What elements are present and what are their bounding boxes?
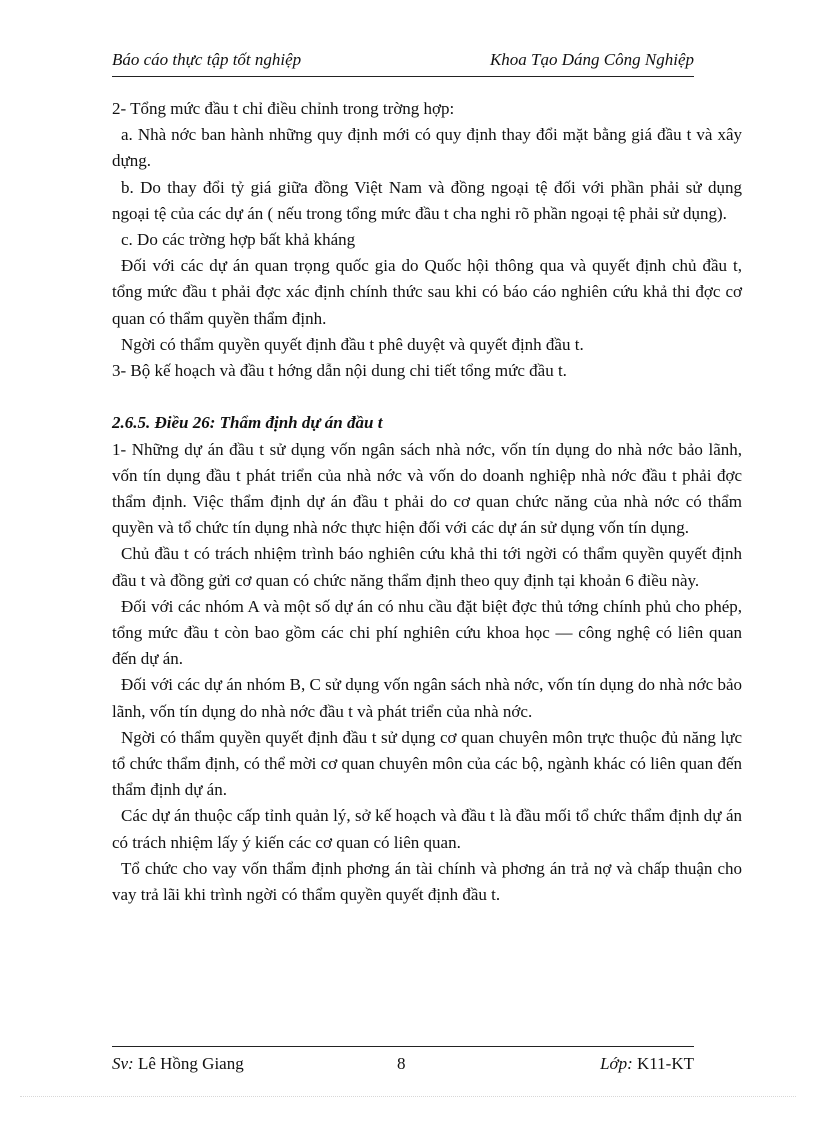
blank-line: [112, 384, 742, 410]
header-left-title: Báo cáo thực tập tốt nghiệp: [112, 50, 302, 69]
student-name: Lê Hồng Giang: [137, 1054, 244, 1073]
page-header: [112, 50, 694, 76]
page-footer: [112, 1054, 694, 1080]
paragraph: Ngời có thẩm quyền quyết định đầu t sử dụng cơ quan chuyên môn trực thuộc đủ năng lực tổ chức thẩm định, có thể mời cơ quan chuyên môn của các bộ, ngành khác có liên quan đến thẩm định dự án.: [112, 727, 742, 800]
paragraph: Đối với các nhóm A và một số dự án có nhu cầu đặt biệt đợc thủ tớng chính phủ cho phép, tổng mức đầu t còn bao gồm các chi phí nghiên cứu khoa học — công nghệ có liên quan đến dự án.: [112, 596, 742, 669]
footer-divider: [112, 1046, 694, 1047]
student-label: Sv:: [112, 1054, 134, 1073]
footer-student: [112, 1054, 244, 1074]
header-divider: [112, 76, 694, 77]
page-number: 8: [397, 1054, 406, 1073]
paragraph: a. Nhà nớc ban hành những quy định mới có quy định thay đổi mặt bằng giá đầu t và xây dựng.: [112, 125, 742, 171]
class-value: K11-KT: [637, 1054, 694, 1073]
header-right-title: Khoa Tạo Dáng Công Nghiệp: [489, 50, 694, 69]
paragraph: Đối với các dự án quan trọng quốc gia do Quốc hội thông qua và quyết định chủ đầu t, tổng mức đầu t phải đợc xác định chính thức sau khi có báo cáo nghiên cứu khả thi đợc cơ quan có thẩm quyền thẩm định.: [112, 256, 742, 328]
paragraph: 2- Tổng mức đầu t chỉ điều chỉnh trong trờng hợp:: [112, 99, 455, 118]
paragraph: b. Do thay đổi tỷ giá giữa đồng Việt Nam và đồng ngoại tệ đối với phần phải sử dụng ngoại tệ của các dự án ( nếu trong tổng mức đầu t cha nghi rõ phần ngoại tệ phải sử dụng).: [112, 177, 742, 223]
paragraph: c. Do các trờng hợp bất khả kháng: [121, 230, 356, 250]
paragraph: 1- Những dự án đầu t sử dụng vốn ngân sách nhà nớc, vốn tín dụng do nhà nớc bảo lãnh, vốn tín dụng đầu t phát triển của nhà nớc và vốn do doanh nghiệp nhà nớc đầu t phải đợc thẩm định. Việc thẩm định dự án đầu t phải do cơ quan chức năng của nhà nớc có thẩm quyền và tổ chức tín dụng nhà nớc thực hiện đối với các dự án sử dụng vốn tín dụng.: [112, 439, 742, 538]
paragraph: Ngời có thẩm quyền quyết định đầu t phê duyệt và quyết định đầu t.: [121, 334, 584, 354]
document-body: [112, 96, 742, 908]
paragraph: Đối với các dự án nhóm B, C sử dụng vốn ngân sách nhà nớc, vốn tín dụng do nhà nớc bảo lãnh, vốn tín dụng do nhà nớc đầu t và phát triển của nhà nớc.: [112, 675, 742, 721]
page-bottom-dotted-border: [20, 1096, 796, 1097]
class-label: Lớp:: [600, 1054, 633, 1073]
paragraph: Các dự án thuộc cấp tỉnh quản lý, sở kế hoạch và đầu t là đầu mối tổ chức thẩm định dự án có trách nhiệm lấy ý kiến các cơ quan có liên quan.: [112, 806, 742, 852]
section-heading: 2.6.5. Điều 26: Thẩm định dự án đầu t: [112, 413, 383, 433]
paragraph: Tổ chức cho vay vốn thẩm định phơng án tài chính và phơng án trả nợ và chấp thuận cho vay trả lãi khi trình ngời có thẩm quyền quyết định đầu t.: [112, 858, 742, 905]
footer-class: [600, 1054, 694, 1074]
paragraph: Chủ đầu t có trách nhiệm trình báo nghiên cứu khả thi tới ngời có thẩm quyền quyết định đầu t và đồng gửi cơ quan có chức năng thẩm định theo quy định tại khoản 6 điều này.: [112, 544, 742, 590]
paragraph: 3- Bộ kế hoạch và đầu t hớng dẫn nội dung chi tiết tổng mức đầu t.: [112, 361, 567, 381]
